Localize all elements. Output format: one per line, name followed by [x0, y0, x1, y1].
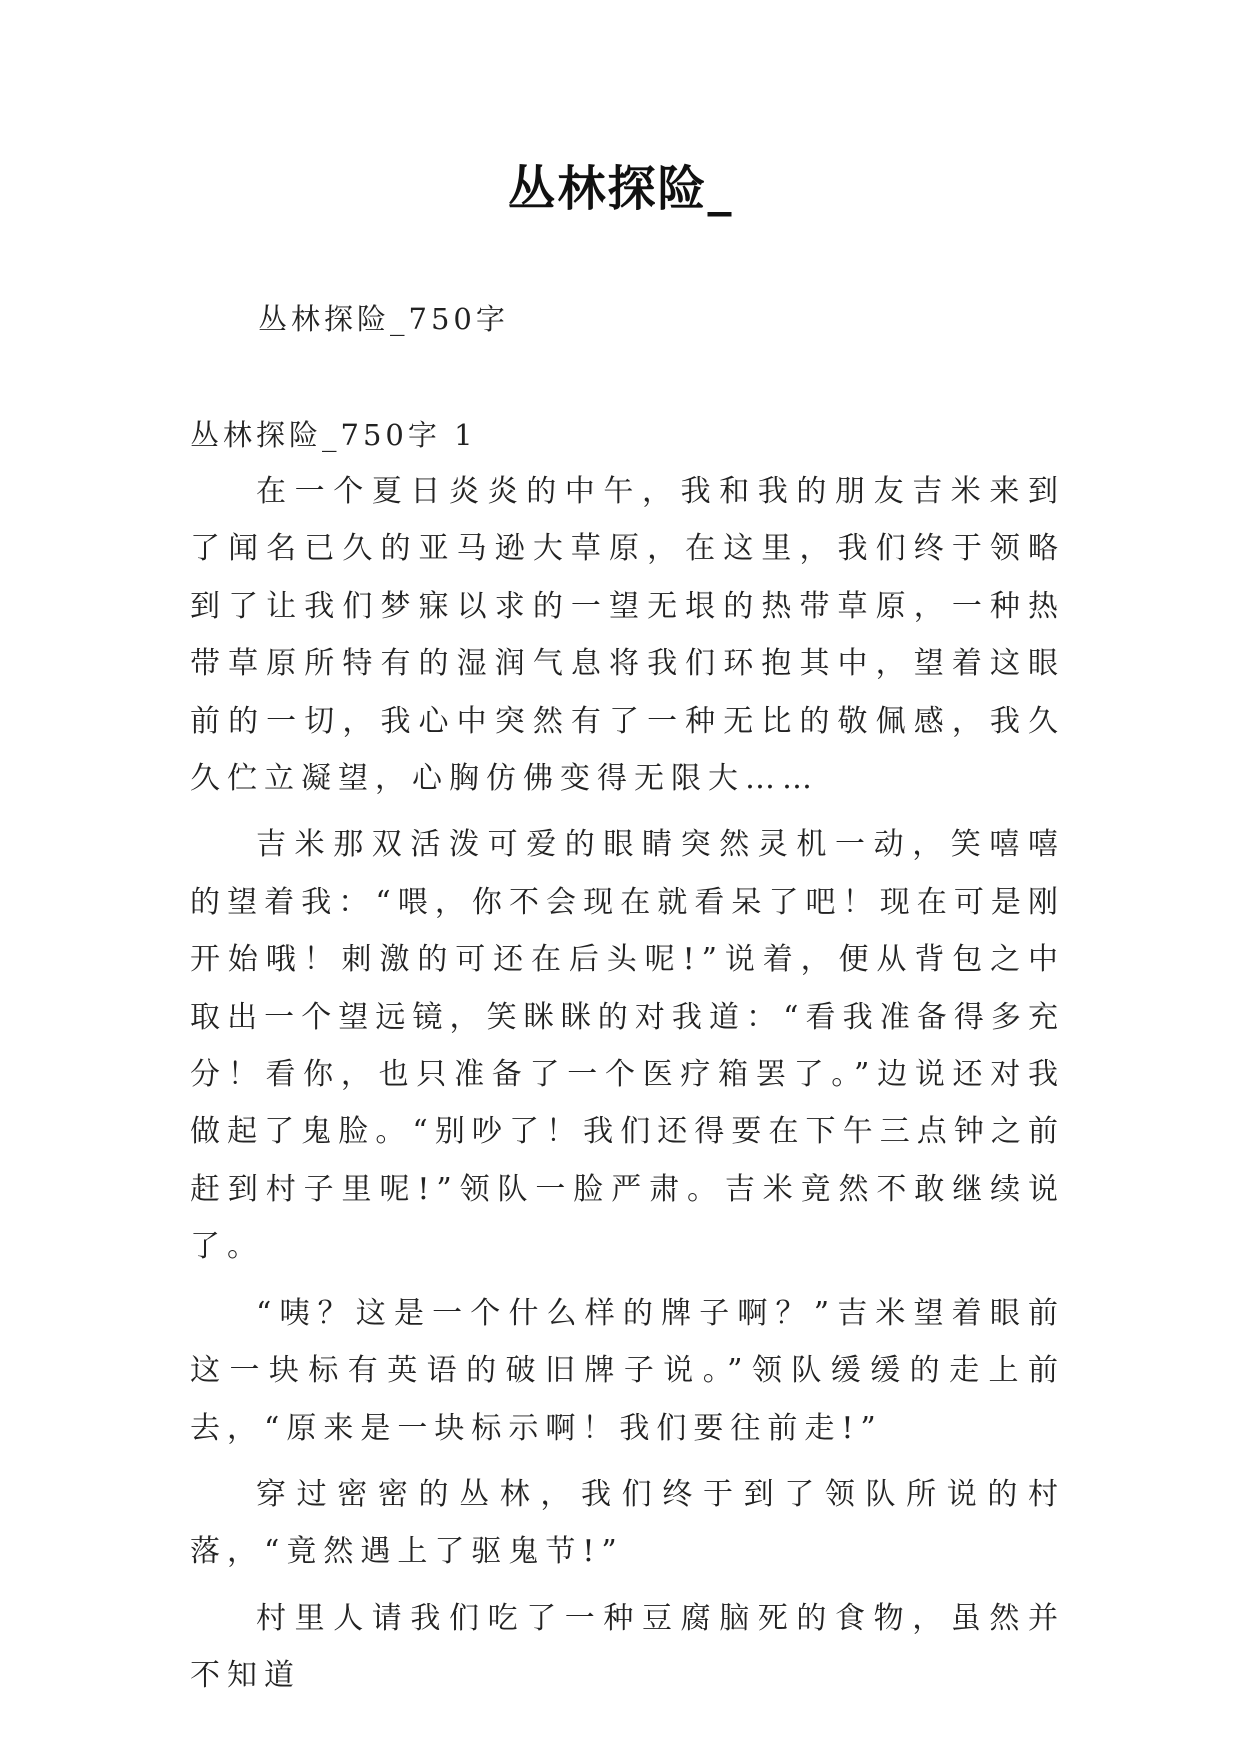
paragraph: 穿过密密的丛林，我们终于到了领队所说的村落，“竟然遇上了驱鬼节!”	[190, 1476, 1065, 1570]
paragraph: 吉米那双活泼可爱的眼睛突然灵机一动，笑嘻嘻的望着我：“喂，你不会现在就看呆了吧！现在可是刚开始哦！刺激的可还在后头呢!”说着，便从背包之中取出一个望远镜，笑眯眯的对我道：“看我准备得多充分！看你，也只准备了一个医疗箱罢了。”边说还对我做起了鬼脸。“别吵了！我们还得要在下午三点钟之前赶到村子里呢!”领队一脸严肃。吉米竟然不敢继续说了。	[190, 827, 1065, 1265]
paragraph: 在一个夏日炎炎的中午，我和我的朋友吉米来到了闻名已久的亚马逊大草原，在这里，我们终于领略到了让我们梦寐以求的一望无垠的热带草原，一种热带草原所特有的湿润气息将我们环抱其中，望着这眼前的一切，我心中突然有了一种无比的敬佩感，我久久伫立凝望，心胸仿佛变得无限大……	[190, 474, 1065, 797]
paragraph: “咦？这是一个什么样的牌子啊？”吉米望着眼前这一块标有英语的破旧牌子说。”领队缓缓的走上前去，“原来是一块标示啊！我们要往前走!”	[190, 1295, 1065, 1446]
section-heading: 丛林探险_750字 1	[190, 418, 477, 452]
document-title: 丛林探险_	[507, 161, 734, 217]
article-body	[190, 463, 1065, 1705]
paragraph: 村里人请我们吃了一种豆腐脑死的食物，虽然并不知道	[190, 1600, 1065, 1694]
document-subtitle: 丛林探险_750字	[258, 302, 509, 336]
